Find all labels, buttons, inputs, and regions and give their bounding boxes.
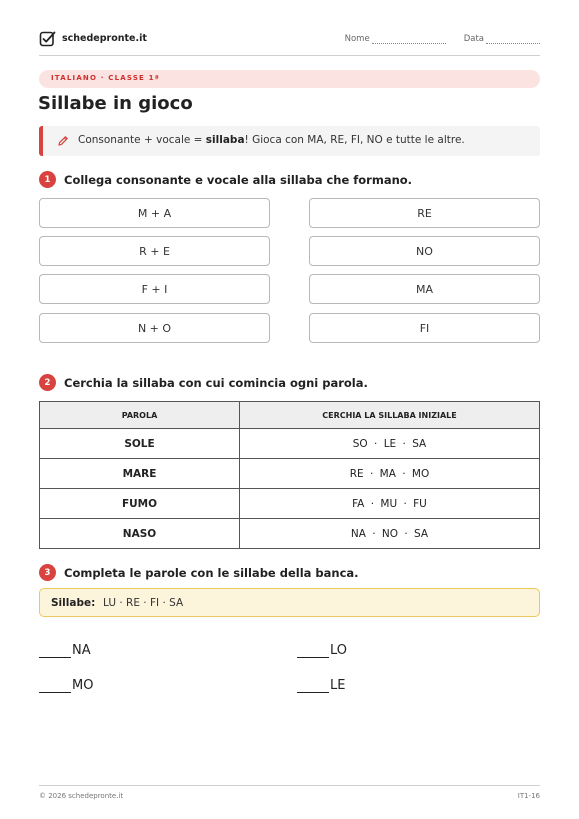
page-header xyxy=(39,30,540,56)
column-header-word: PAROLA xyxy=(40,402,240,429)
tip-text xyxy=(78,134,465,146)
match-left-item[interactable]: R + E xyxy=(39,236,270,266)
exercise-1-heading xyxy=(39,171,412,188)
name-label: Nome xyxy=(344,34,370,44)
site-logo xyxy=(39,30,147,47)
word-cell: NASO xyxy=(40,519,240,549)
fill-in-word xyxy=(297,678,345,693)
match-left-item[interactable]: N + O xyxy=(39,313,270,343)
word-ending: LO xyxy=(330,643,348,658)
syllable-options-cell[interactable]: SO · LE · SA xyxy=(240,429,540,459)
syllable-bank-values: LU · RE · FI · SA xyxy=(103,597,184,609)
pencil-icon xyxy=(57,135,69,147)
exercise-2-heading xyxy=(39,374,368,391)
site-name: schedepronte.it xyxy=(62,33,147,44)
word-cell: SOLE xyxy=(40,429,240,459)
syllable-options-cell[interactable]: FA · MU · FU xyxy=(240,489,540,519)
match-right-item[interactable]: MA xyxy=(309,274,540,304)
fill-in-word xyxy=(297,643,347,658)
exercise-number-badge: 2 xyxy=(39,374,56,391)
table-row xyxy=(40,459,540,489)
table-header-row xyxy=(40,402,540,429)
match-right-item[interactable]: FI xyxy=(309,313,540,343)
exercise-instruction: Completa le parole con le sillabe della banca. xyxy=(64,565,359,580)
syllable-table xyxy=(39,401,540,549)
tip-text-end: ! Gioca con MA, RE, FI, NO e tutte le altre. xyxy=(244,134,465,146)
table-row xyxy=(40,519,540,549)
word-ending: NA xyxy=(72,643,91,658)
answer-blank[interactable] xyxy=(39,644,71,658)
exercise-number-badge: 3 xyxy=(39,564,56,581)
date-label: Data xyxy=(463,34,484,44)
name-line[interactable] xyxy=(372,34,446,44)
checklist-logo-icon xyxy=(39,30,56,47)
fill-in-word xyxy=(39,643,91,658)
subject-tag xyxy=(39,70,540,88)
match-right-item[interactable]: RE xyxy=(309,198,540,228)
tip-box xyxy=(39,126,540,156)
date-field[interactable] xyxy=(464,34,540,44)
word-ending: LE xyxy=(330,678,346,693)
table-row xyxy=(40,489,540,519)
word-cell: FUMO xyxy=(40,489,240,519)
exercise-number-badge: 1 xyxy=(39,171,56,188)
subject-tag-label: ITALIANO · CLASSE 1ª xyxy=(51,74,160,82)
match-left-item[interactable]: M + A xyxy=(39,198,270,228)
tip-keyword: sillaba xyxy=(205,134,245,146)
answer-blank[interactable] xyxy=(297,679,329,693)
footer-code: IT1-16 xyxy=(517,792,540,800)
table-row xyxy=(40,429,540,459)
page-title: Sillabe in gioco xyxy=(38,93,193,114)
match-left-item[interactable]: F + I xyxy=(39,274,270,304)
date-line[interactable] xyxy=(486,34,540,44)
syllable-options-cell[interactable]: NA · NO · SA xyxy=(240,519,540,549)
exercise-instruction: Cerchia la sillaba con cui comincia ogni parola. xyxy=(64,375,368,390)
answer-blank[interactable] xyxy=(39,679,71,693)
syllable-bank-label: Sillabe: xyxy=(51,597,96,609)
answer-blank[interactable] xyxy=(297,644,329,658)
column-header-syllable: CERCHIA LA SILLABA INIZIALE xyxy=(240,402,540,429)
word-cell: MARE xyxy=(40,459,240,489)
exercise-3-heading xyxy=(39,564,359,581)
word-ending: MO xyxy=(72,678,94,693)
page-footer xyxy=(39,785,540,800)
exercise-instruction: Collega consonante e vocale alla sillaba che formano. xyxy=(64,172,413,187)
fill-in-word xyxy=(39,678,93,693)
syllable-bank xyxy=(39,588,540,617)
match-right-item[interactable]: NO xyxy=(309,236,540,266)
tip-text-start: Consonante + vocale = xyxy=(78,134,206,146)
student-fields xyxy=(345,34,540,44)
name-field[interactable] xyxy=(345,34,446,44)
syllable-options-cell[interactable]: RE · MA · MO xyxy=(240,459,540,489)
footer-copyright: © 2026 schedepronte.it xyxy=(39,792,124,800)
